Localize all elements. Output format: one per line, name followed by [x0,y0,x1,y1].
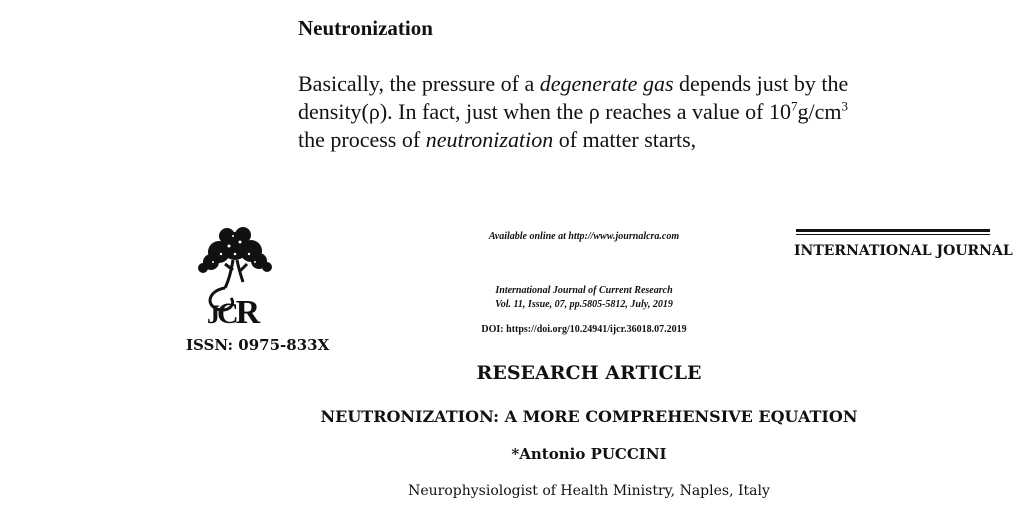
body-line-1 [298,70,848,98]
issn-label: ISSN: 0975-833X [186,336,330,354]
text-segment: 3 [841,98,848,114]
text-segment: neutronization [425,127,554,152]
header-rule-thick [796,229,990,232]
section-heading: Neutronization [298,16,433,40]
volume-info: Vol. 11, Issue, 07, pp.5805-5812, July, 2019 [495,299,673,310]
text-segment: depends just by the [673,71,849,96]
doi-link[interactable]: DOI: https://doi.org/10.24941/ijcr.36018.07.2019 [481,324,687,335]
text-segment: g/cm [797,99,842,124]
header-rule-thin [796,234,990,235]
journal-logo [185,224,285,334]
text-segment: degenerate gas [539,71,674,96]
author-name: *Antonio PUCCINI [511,445,667,463]
body-line-3 [298,126,696,154]
article-title: NEUTRONIZATION: A MORE COMPREHENSIVE EQUATION [320,407,858,426]
body-line-2 [298,98,848,126]
text-segment: density(ρ). In fact, just when the ρ reaches a value of 10 [298,99,791,124]
text-segment: Basically, the pressure of a [298,71,540,96]
author-affiliation: Neurophysiologist of Health Ministry, Naples, Italy [408,483,770,499]
article-type: RESEARCH ARTICLE [476,362,702,384]
journal-title-right: INTERNATIONAL JOURNAL [794,243,1013,259]
journal-name: International Journal of Current Research [495,285,673,296]
available-online-text: Available online at http://www.journalcra.com [488,231,680,242]
text-segment: 7 [790,98,798,114]
logo-lettering: JCR [207,294,258,331]
text-segment: of matter starts, [553,127,697,152]
text-segment: the process of [298,127,426,152]
